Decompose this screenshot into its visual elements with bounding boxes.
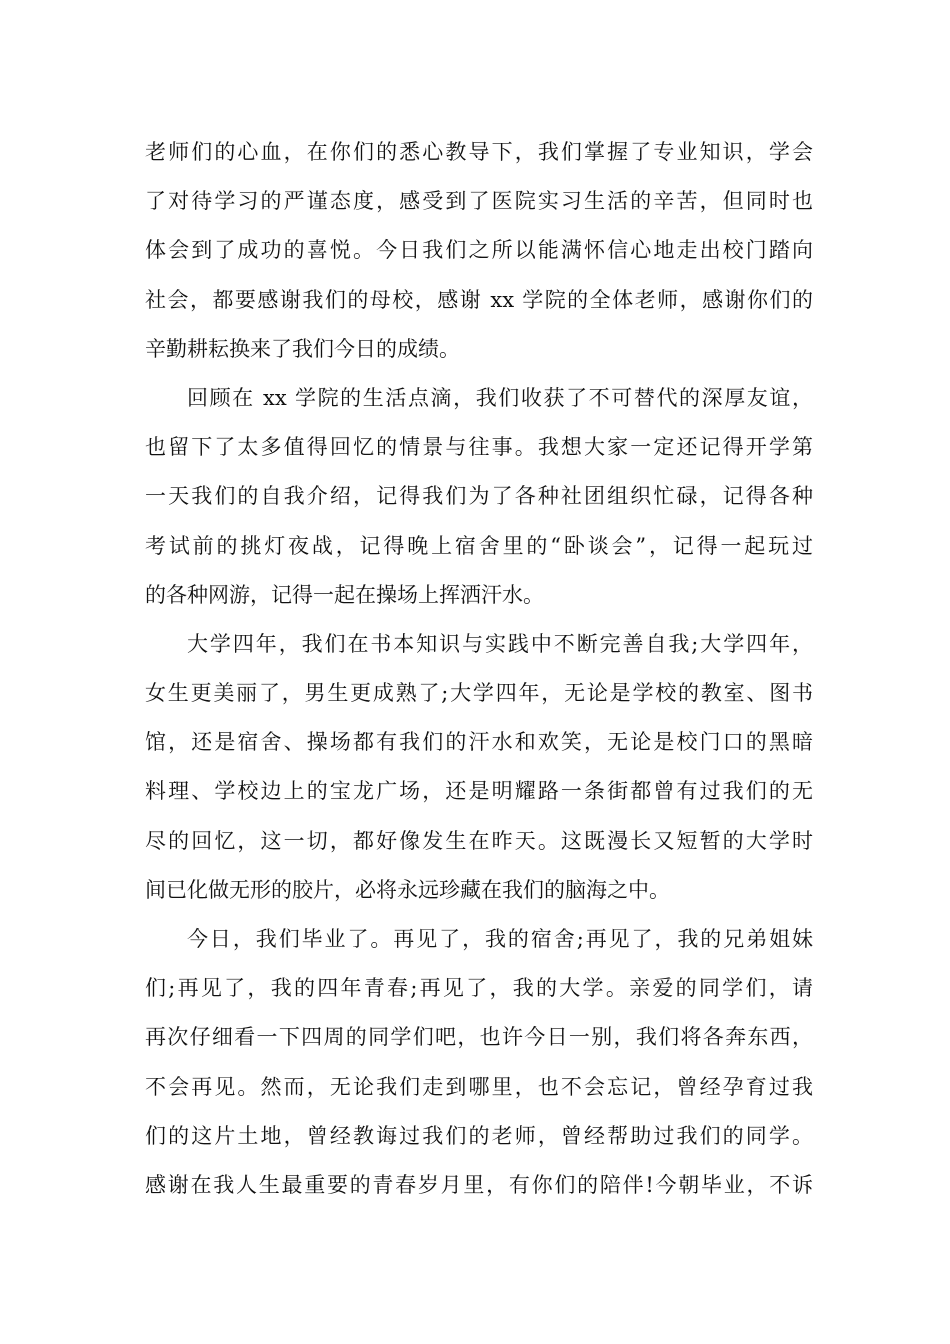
text-line: 考试前的挑灯夜战，记得晚上宿舍里的“卧谈会”，记得一起玩过 xyxy=(145,533,813,558)
text-line: 料理、学校边上的宝龙广场，还是明耀路一条街都曾有过我们的无 xyxy=(145,779,813,804)
text-line: 体会到了成功的喜悦。今日我们之所以能满怀信心地走出校门踏向 xyxy=(145,238,813,263)
text-line: 的各种网游，记得一起在操场上挥洒汗水。 xyxy=(145,582,544,607)
paragraph-3 xyxy=(145,620,813,915)
text-line: 社会，都要感谢我们的母校，感谢 xx 学院的全体老师，感谢你们的 xyxy=(145,287,813,312)
text-line: 辛勤耕耘换来了我们今日的成绩。 xyxy=(145,336,460,361)
text-line: 们;再见了，我的四年青春;再见了，我的大学。亲爱的同学们，请 xyxy=(145,976,813,1001)
text-line: 回顾在 xx 学院的生活点滴，我们收获了不可替代的深厚友谊， xyxy=(187,385,813,410)
text-line: 大学四年，我们在书本知识与实践中不断完善自我;大学四年， xyxy=(187,631,813,656)
text-line: 不会再见。然而，无论我们走到哪里，也不会忘记，曾经孕育过我 xyxy=(145,1074,813,1099)
paragraph-2 xyxy=(145,374,813,620)
text-line: 们的这片土地，曾经教诲过我们的老师，曾经帮助过我们的同学。 xyxy=(145,1123,813,1148)
text-line: 老师们的心血，在你们的悉心教导下，我们掌握了专业知识，学会 xyxy=(145,140,813,164)
paragraph-1 xyxy=(145,128,813,374)
text-line: 馆，还是宿舍、操场都有我们的汗水和欢笑，无论是校门口的黑暗 xyxy=(145,730,813,755)
text-line: 女生更美丽了，男生更成熟了;大学四年，无论是学校的教室、图书 xyxy=(145,681,813,706)
document-body xyxy=(145,128,813,1210)
paragraph-4 xyxy=(145,915,813,1210)
text-line: 今日，我们毕业了。再见了，我的宿舍;再见了，我的兄弟姐妹 xyxy=(187,927,813,951)
text-line: 感谢在我人生最重要的青春岁月里，有你们的陪伴!今朝毕业，不诉 xyxy=(145,1172,813,1197)
text-line: 再次仔细看一下四周的同学们吧，也许今日一别，我们将各奔东西， xyxy=(145,1025,813,1050)
text-line: 了对待学习的严谨态度，感受到了医院实习生活的辛苦，但同时也 xyxy=(145,189,813,214)
text-line: 也留下了太多值得回忆的情景与往事。我想大家一定还记得开学第 xyxy=(145,435,813,460)
text-line: 一天我们的自我介绍，记得我们为了各种社团组织忙碌，记得各种 xyxy=(145,484,813,509)
text-line: 尽的回忆，这一切，都好像发生在昨天。这既漫长又短暂的大学时 xyxy=(145,828,813,853)
text-line: 间已化做无形的胶片，必将永远珍藏在我们的脑海之中。 xyxy=(145,877,670,902)
